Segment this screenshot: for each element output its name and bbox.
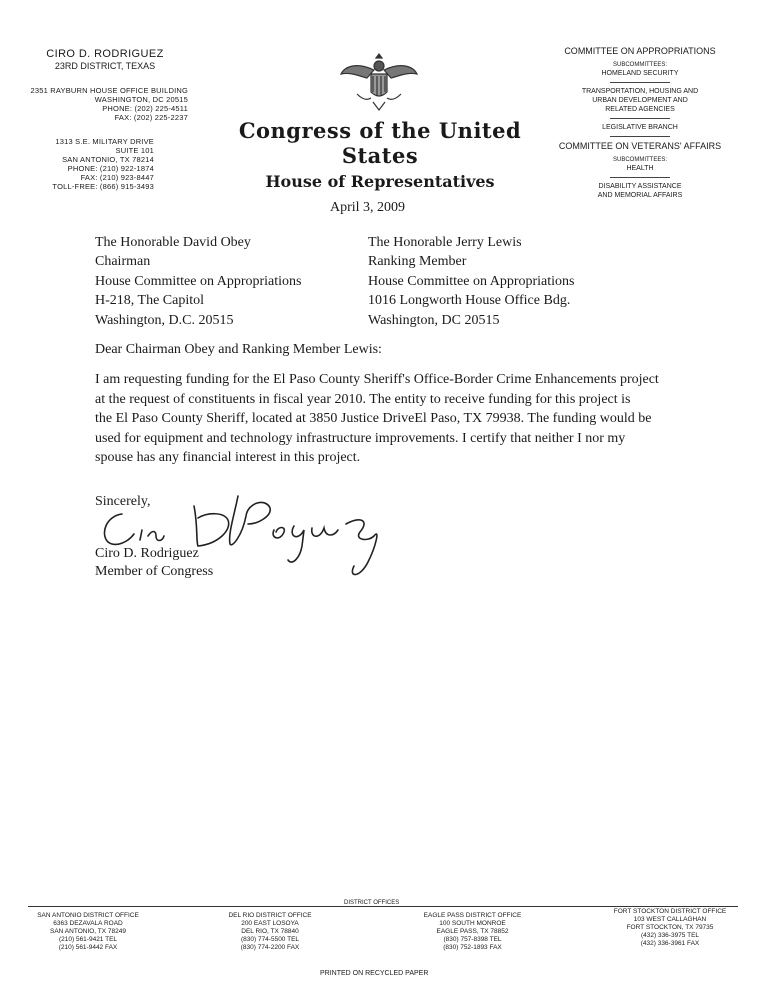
address-line: Ranking Member xyxy=(368,254,467,270)
dc-office-line: FAX: (202) 225-2237 xyxy=(114,113,188,122)
office-line: SAN ANTONIO, TX 78249 xyxy=(50,928,126,935)
address-line: The Honorable Jerry Lewis xyxy=(368,235,522,250)
subcommittee-item: DISABILITY ASSISTANCE xyxy=(598,183,682,190)
office-line: DEL RIO, TX 78840 xyxy=(241,928,299,935)
sa-office-line: 1313 S.E. MILITARY DRIVE xyxy=(55,137,154,146)
signer-block xyxy=(95,545,213,581)
eagle-seal-icon xyxy=(337,44,421,116)
divider xyxy=(610,118,670,119)
subcommittee-label: SUBCOMMITTEES: xyxy=(612,62,667,68)
letter-date: April 3, 2009 xyxy=(330,200,406,215)
office-line: (830) 752-1893 FAX xyxy=(443,944,502,951)
body-line: spouse has any financial interest in this project. xyxy=(95,450,361,466)
dc-office-line: PHONE: (202) 225-4511 xyxy=(102,104,188,113)
member-name: CIRO D. RODRIGUEZ xyxy=(46,48,164,60)
committee-list xyxy=(555,46,725,200)
letterhead-title xyxy=(200,118,560,191)
committee-name: COMMITTEE ON APPROPRIATIONS xyxy=(564,46,716,56)
subcommittee-item: RELATED AGENCIES xyxy=(605,106,675,113)
sa-office-address xyxy=(28,137,154,191)
subcommittee-item: URBAN DEVELOPMENT AND xyxy=(592,97,688,104)
office-line: DEL RIO DISTRICT OFFICE xyxy=(228,912,312,919)
recipient-left xyxy=(95,233,301,330)
signer-title: Member of Congress xyxy=(95,564,214,579)
office-line: FORT STOCKTON, TX 79735 xyxy=(626,924,714,931)
district-office xyxy=(28,912,148,952)
office-line: (432) 336-3975 TEL xyxy=(640,932,700,939)
body-line: I am requesting funding for the El Paso County Sheriff's Office-Border Crime Enhancements project xyxy=(95,372,659,387)
body-line: at the request of constituents in fiscal year 2010. The entity to receive funding for this project is xyxy=(95,391,631,407)
subcommittee-item: HEALTH xyxy=(626,165,654,172)
address-line: H-218, The Capitol xyxy=(95,293,205,309)
sa-office-line: SAN ANTONIO, TX 78214 xyxy=(62,155,154,164)
divider xyxy=(610,82,670,83)
closing: Sincerely, xyxy=(95,494,151,509)
body-line: the El Paso County Sheriff, located at 3850 Justice DriveEl Paso, TX 79938. The funding would be xyxy=(95,411,652,427)
office-line: FORT STOCKTON DISTRICT OFFICE xyxy=(613,908,727,915)
footer-label: DISTRICT OFFICES xyxy=(340,900,403,906)
salutation: Dear Chairman Obey and Ranking Member Lewis: xyxy=(95,342,382,357)
office-line: 200 EAST LOSOYA xyxy=(241,920,299,927)
office-line: SAN ANTONIO DISTRICT OFFICE xyxy=(37,912,139,919)
sa-office-line: PHONE: (210) 922-1874 xyxy=(67,164,154,173)
body-line: used for equipment and technology infrastructure improvements. I certify that neither I nor my xyxy=(95,430,626,446)
member-header xyxy=(20,48,190,72)
divider xyxy=(610,136,670,137)
office-line: 103 WEST CALLAGHAN xyxy=(633,916,707,923)
footer-divider xyxy=(28,906,738,907)
address-line: Washington, D.C. 20515 xyxy=(95,312,234,328)
office-line: (210) 561-9442 FAX xyxy=(58,944,118,951)
committee-name: COMMITTEE ON VETERANS' AFFAIRS xyxy=(558,141,722,151)
subcommittee-label: SUBCOMMITTEES: xyxy=(612,157,667,163)
address-line: Washington, DC 20515 xyxy=(368,312,500,328)
office-line: (830) 774-5500 TEL xyxy=(240,936,300,943)
divider xyxy=(610,177,670,178)
office-line: (830) 774-2200 FAX xyxy=(240,944,300,951)
dc-office-address xyxy=(28,86,188,122)
address-line: House Committee on Appropriations xyxy=(95,273,302,289)
sa-office-line: FAX: (210) 923-8447 xyxy=(80,173,154,182)
address-line: The Honorable David Obey xyxy=(95,235,251,250)
signer-name: Ciro D. Rodriguez xyxy=(95,546,199,561)
house-title: House of Representatives xyxy=(265,172,495,191)
dc-office-line: WASHINGTON, DC 20515 xyxy=(94,95,188,104)
address-line: Chairman xyxy=(95,254,151,270)
member-district: 23RD DISTRICT, TEXAS xyxy=(54,61,156,71)
letter-body xyxy=(95,370,659,468)
office-line: (432) 336-3961 FAX xyxy=(640,940,700,947)
address-line: 1016 Longworth House Office Bdg. xyxy=(368,293,571,309)
subcommittee-item: HOMELAND SECURITY xyxy=(601,70,679,77)
sa-office-line: SUITE 101 xyxy=(115,146,154,155)
congress-title: Congress of the United States xyxy=(238,118,522,168)
district-office xyxy=(210,912,330,952)
subcommittee-item: AND MEMORIAL AFFAIRS xyxy=(597,192,683,199)
office-line: 100 SOUTH MONROE xyxy=(439,920,506,927)
dc-office-line: 2351 RAYBURN HOUSE OFFICE BUILDING xyxy=(30,86,188,95)
office-line: EAGLE PASS, TX 78852 xyxy=(436,928,509,935)
office-line: 6363 DEZAVALA ROAD xyxy=(53,920,123,927)
subcommittee-item: LEGISLATIVE BRANCH xyxy=(602,124,678,131)
office-line: EAGLE PASS DISTRICT OFFICE xyxy=(423,912,522,919)
sa-office-line: TOLL-FREE: (866) 915-3493 xyxy=(52,182,154,191)
subcommittee-item: TRANSPORTATION, HOUSING AND xyxy=(581,88,699,95)
office-line: (210) 561-9421 TEL xyxy=(58,936,118,943)
address-line: House Committee on Appropriations xyxy=(368,273,575,289)
district-office xyxy=(410,912,535,952)
office-line: (830) 757-8398 TEL xyxy=(443,936,502,943)
recipient-right xyxy=(368,233,574,330)
recycled-note: PRINTED ON RECYCLED PAPER xyxy=(320,970,429,977)
district-office xyxy=(600,908,740,948)
